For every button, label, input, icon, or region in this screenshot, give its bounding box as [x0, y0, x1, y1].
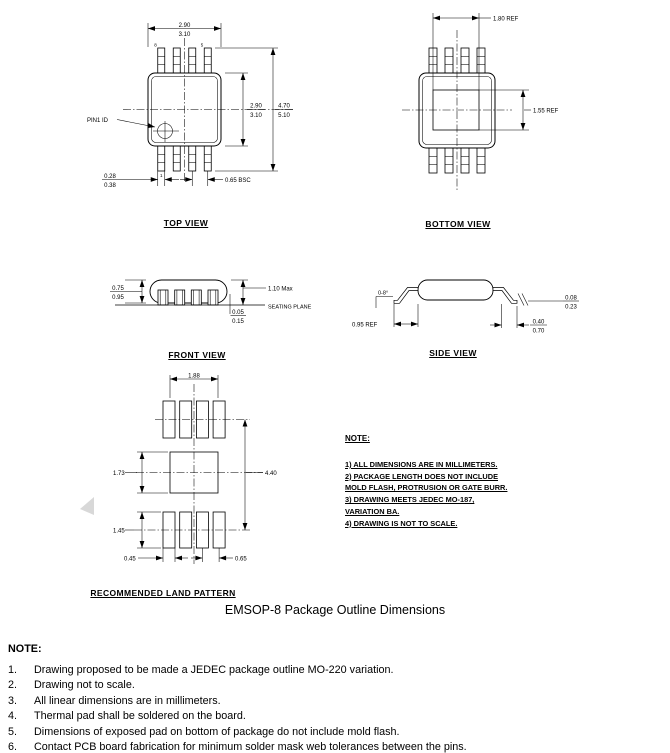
front-view — [100, 272, 340, 330]
gray-triangle-artifact — [79, 496, 97, 518]
dim-body-height-max: 3.10 — [250, 112, 262, 119]
pin1-indicator — [153, 121, 179, 142]
land-pattern-drawing — [100, 372, 345, 574]
footer-note-number: 4. — [8, 710, 18, 723]
dim-lead-pitch — [180, 171, 223, 186]
dim-lead-angle: 0-8° — [378, 290, 389, 297]
side-view-lead-left — [394, 288, 418, 304]
dim-body-width-max: 3.10 — [178, 32, 191, 38]
dim-lead-width-min: 0.28 — [104, 173, 116, 180]
dim-lead-span-min: 4.70 — [278, 103, 290, 110]
pin-number-5: 5 — [200, 42, 204, 48]
bottom-view-drawing — [400, 5, 630, 205]
side-view-body — [418, 280, 493, 300]
land-pattern-caption: RECOMMENDED LAND PATTERN — [90, 588, 236, 598]
dim-pad-width — [138, 548, 188, 562]
front-view-caption: FRONT VIEW — [168, 350, 226, 360]
footer-note-number: 2. — [8, 679, 18, 692]
dim-body-height-min: 2.90 — [250, 103, 262, 110]
page-title: EMSOP-8 Package Outline Dimensions — [224, 603, 446, 617]
drawing-note-line: 3) DRAWING MEETS JEDEC MO-187, — [345, 495, 475, 505]
seating-plane-label: SEATING PLANE — [268, 304, 312, 311]
bottom-view-caption: BOTTOM VIEW — [425, 219, 491, 229]
footer-note-text: Drawing proposed to be made a JEDEC package outline MO-220 variation. — [34, 664, 394, 676]
footer-note-number: 3. — [8, 694, 18, 707]
top-view — [85, 10, 330, 205]
dim-pad-pitch-value: 0.65 — [235, 556, 247, 563]
drawing-note-line: 1) ALL DIMENSIONS ARE IN MILLIMETERS. — [345, 460, 498, 469]
side-view-lead-right — [493, 288, 517, 304]
drawing-note-line: MOLD FLASH, PROTRUSION OR GATE BURR. — [345, 483, 508, 493]
footer-note-item — [8, 725, 663, 740]
pin-number-1: 1 — [160, 173, 163, 178]
dim-foot-length-max: 0.70 — [532, 328, 545, 335]
dim-overall-height-value: 1.10 Max — [268, 286, 293, 293]
dim-lead-length-value: 0.95 REF — [352, 322, 378, 329]
side-view-drawing — [350, 262, 600, 347]
dim-pad-pitch — [191, 548, 233, 562]
footer-note-text: Drawing not to scale. — [34, 679, 135, 692]
drawing-notes — [345, 434, 535, 529]
footer-note-text: Contact PCB board fabrication for minimum solder mask web tolerances between the pins. — [34, 740, 467, 753]
dim-foot-length-min: 0.40 — [532, 319, 545, 326]
dim-body-thickness-min: 0.75 — [112, 285, 124, 292]
bottom-view — [400, 5, 630, 205]
lead-angle-lines — [376, 297, 393, 309]
pin1-id-label: PIN1 ID — [87, 118, 109, 124]
drawing-note-line: VARIATION BA. — [345, 506, 400, 516]
footer-notes-heading: NOTE: — [8, 643, 42, 655]
dim-row-span — [245, 420, 263, 531]
footer-notes-list — [8, 663, 663, 753]
dim-pad-height-value: 1.55 REF — [533, 108, 559, 115]
footer-note-number: 6. — [8, 740, 18, 753]
footer-note-number: 5. — [8, 725, 18, 738]
footer-note-text: Dimensions of exposed pad on bottom of package do not include mold flash. — [34, 725, 400, 738]
side-view — [350, 262, 600, 347]
dim-overall-height — [231, 280, 266, 305]
footer-note-item — [8, 740, 663, 753]
footer-note-item — [8, 694, 663, 709]
top-view-caption: TOP VIEW — [163, 218, 209, 228]
footer-note-item — [8, 709, 663, 724]
dim-lead-span-max: 5.10 — [278, 112, 290, 119]
top-view-drawing — [85, 10, 330, 205]
dim-standoff-min: 0.05 — [232, 309, 244, 316]
front-view-drawing — [100, 272, 340, 330]
footer-note-number: 1. — [8, 664, 18, 676]
dim-body-width-min: 2.90 — [178, 22, 191, 29]
dim-pad-width-value: 1.80 REF — [493, 16, 519, 23]
dim-center-pad-height-value: 1.73 — [113, 470, 125, 477]
drawing-note-line: 2) PACKAGE LENGTH DOES NOT INCLUDE — [345, 471, 499, 481]
pin-number-8: 8 — [154, 42, 157, 48]
dim-lead-length — [394, 304, 418, 327]
footer-note-text: Thermal pad shall be soldered on the board. — [34, 710, 246, 723]
dim-row-span-value: 4.40 — [265, 470, 277, 477]
dim-pad-height-value: 1.45 — [113, 528, 125, 535]
dim-pad-width-value: 0.45 — [124, 556, 136, 563]
pin1-leader-arrow — [117, 120, 155, 128]
dim-body-thickness-max: 0.95 — [112, 295, 124, 301]
dim-standoff-max: 0.15 — [232, 319, 244, 325]
footer-note-item — [8, 678, 663, 693]
dim-center-pad-width-value: 1.88 — [188, 373, 200, 380]
land-pattern — [100, 372, 345, 574]
land-pattern-centerlines — [134, 384, 263, 564]
drawing-note-line: 4) DRAWING IS NOT TO SCALE. — [345, 518, 458, 528]
footer-note-text: All linear dimensions are in millimeters. — [34, 694, 221, 707]
footer-note-item — [8, 663, 663, 678]
drawing-notes-heading: NOTE: — [345, 434, 370, 443]
dim-lead-width-max: 0.38 — [104, 183, 116, 189]
dim-lead-thickness-min: 0.08 — [565, 295, 577, 302]
dim-pad-height — [125, 512, 161, 548]
dim-lead-pitch-value: 0.65 BSC — [225, 178, 251, 184]
dim-lead-thickness-max: 0.23 — [565, 304, 577, 311]
side-view-caption: SIDE VIEW — [429, 348, 477, 358]
